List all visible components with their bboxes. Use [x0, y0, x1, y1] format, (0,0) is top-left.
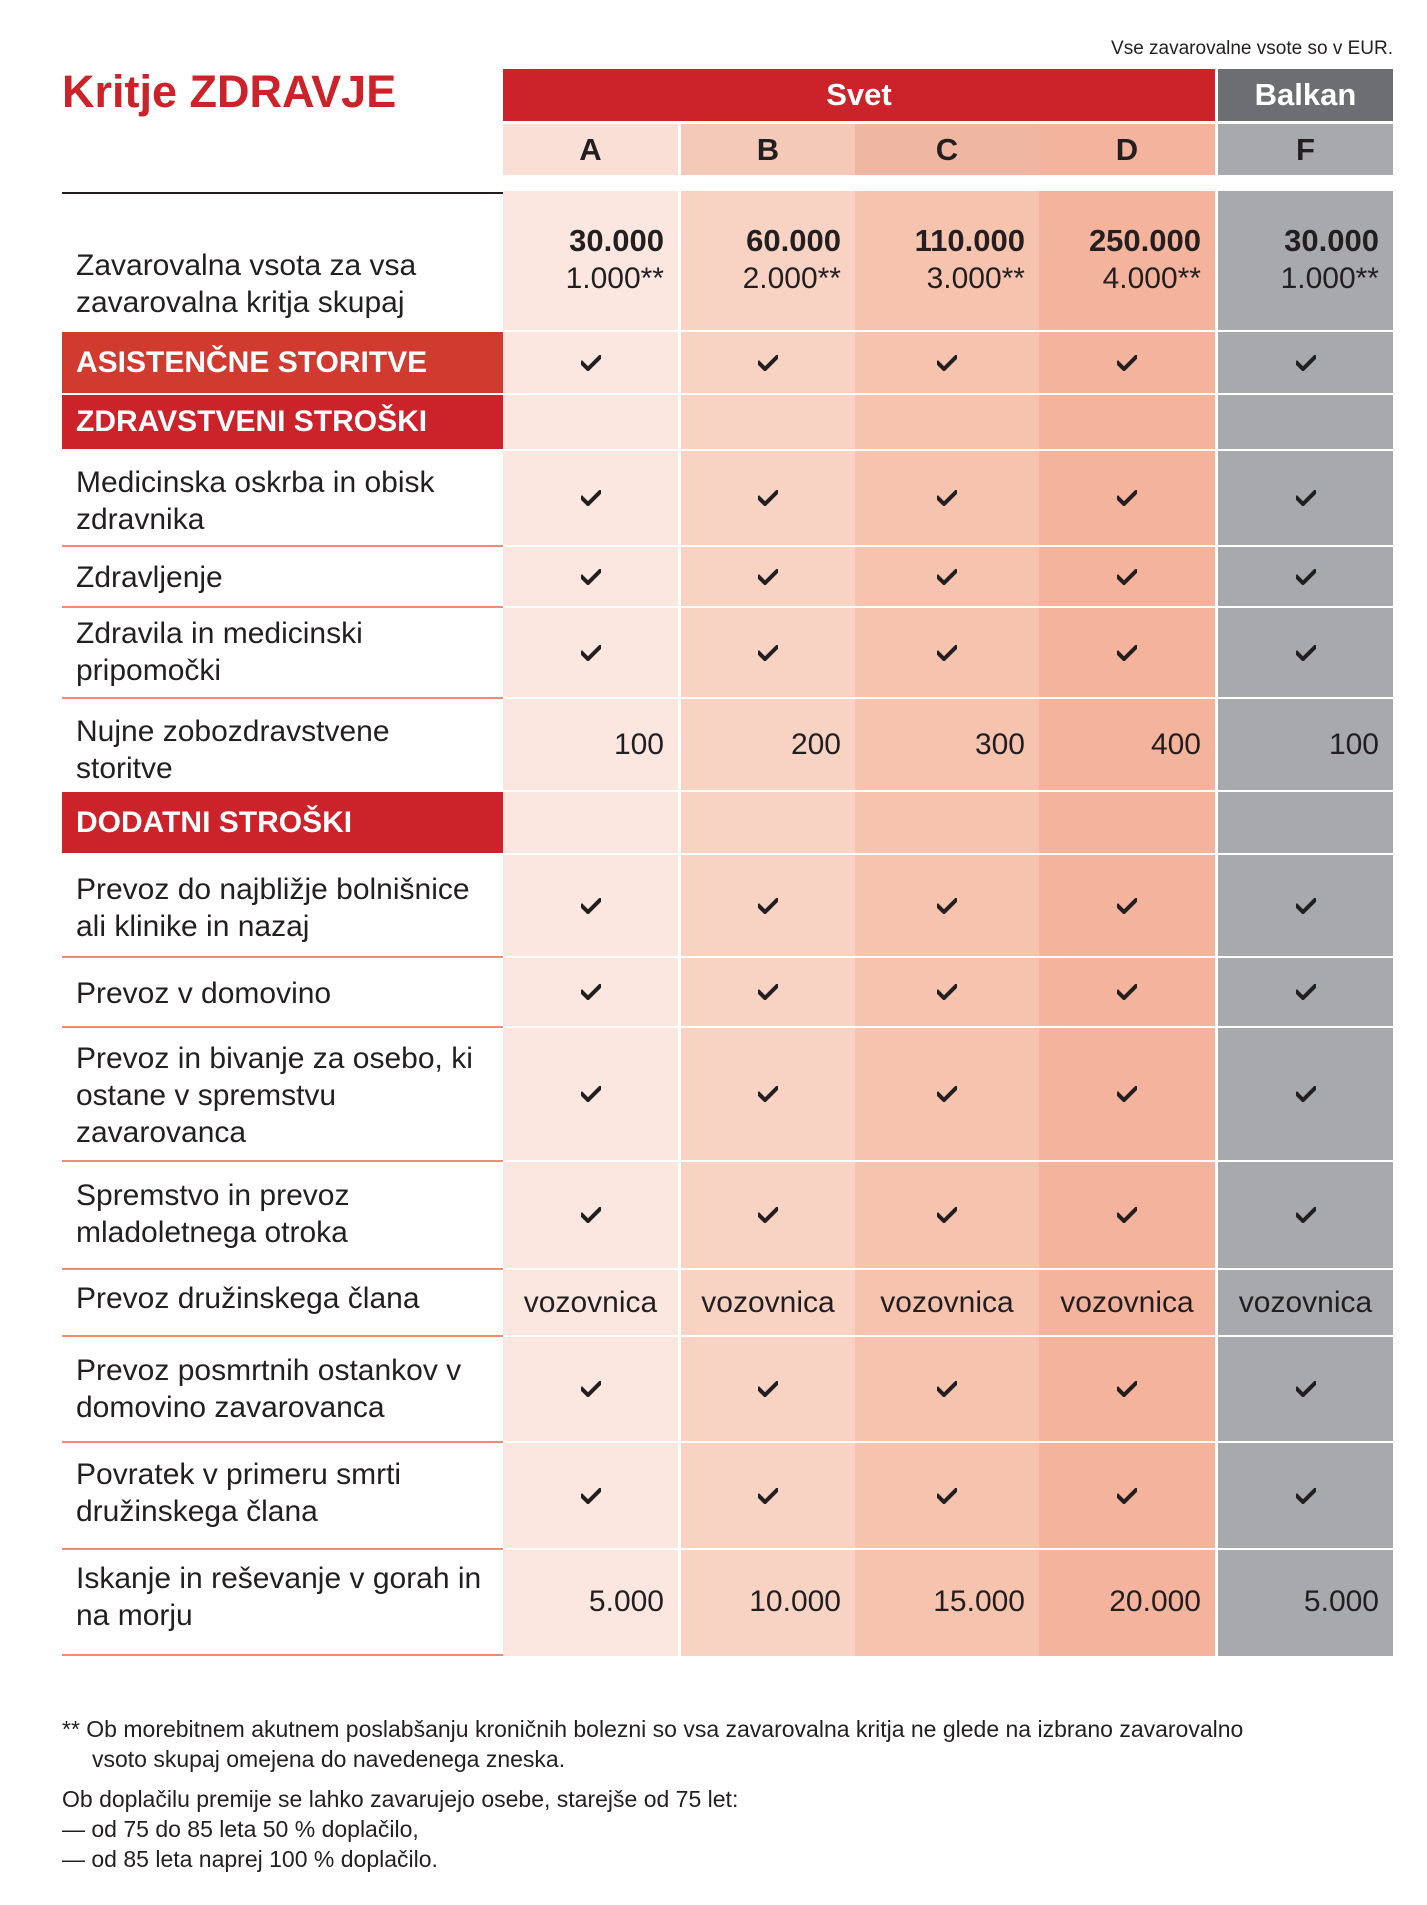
row-separator — [62, 956, 503, 958]
value-prevoz-druzinskega-a: vozovnica — [523, 1285, 658, 1319]
value-prevoz-druzinskega-d: vozovnica — [1060, 1285, 1194, 1319]
row-label-zdravila: Zdravila in medicinski pripomočki — [76, 617, 363, 687]
sum-sub-d: 4.000** — [1102, 262, 1201, 295]
checkmark-icon — [503, 1162, 678, 1268]
checkmark-icon — [1039, 451, 1215, 545]
header-rule — [62, 192, 503, 194]
row-separator — [62, 1654, 503, 1656]
row-separator — [62, 1026, 503, 1028]
checkmark-icon — [503, 855, 678, 956]
value-iskanje-a: 5.000 — [588, 1585, 664, 1618]
checkmark-icon — [503, 1028, 678, 1160]
checkmark-icon — [855, 1337, 1039, 1441]
sum-main-c: 110.000 — [914, 223, 1025, 258]
checkmark-icon — [681, 1162, 855, 1268]
footnote-75-85: — od 75 do 85 leta 50 % doplačilo, — [62, 1816, 419, 1842]
value-prevoz-druzinskega-c: vozovnica — [880, 1285, 1014, 1319]
footnote-premium: Ob doplačilu premije se lahko zavarujejo osebe, starejše od 75 let: — [62, 1786, 739, 1812]
checkmark-icon — [681, 608, 855, 697]
checkmark-icon — [681, 451, 855, 545]
checkmark-icon — [1218, 1443, 1393, 1548]
sum-cell-a — [503, 192, 678, 330]
row-separator — [62, 1268, 503, 1270]
checkmark-icon — [1039, 608, 1215, 697]
checkmark-icon — [1218, 451, 1393, 545]
row-divider — [503, 790, 1393, 792]
row-label-prevoz-bivanje: Prevoz in bivanje za osebo, ki ostane v spremstvu zavarovanca — [76, 1042, 473, 1149]
region-balkan-header: Balkan — [1218, 69, 1393, 121]
checkmark-icon — [1039, 958, 1215, 1026]
checkmark-icon — [855, 958, 1039, 1026]
checkmark-icon — [681, 958, 855, 1026]
checkmark-icon — [503, 1337, 678, 1441]
footnote-chronic: ** Ob morebitnem akutnem poslabšanju kroničnih bolezni so vsa zavarovalna kritja ne glede na izbrano zavarovalno — [62, 1716, 1244, 1742]
row-label-prevoz-domovino: Prevoz v domovino — [76, 977, 332, 1010]
row-separator — [62, 1335, 503, 1337]
sum-cell-c — [855, 192, 1039, 330]
column-header-d: D — [1039, 124, 1215, 175]
page-title: Kritje ZDRAVJE — [62, 66, 397, 117]
row-label-sum: Zavarovalna vsota za vsa zavarovalna kritja skupaj — [76, 249, 417, 319]
checkmark-icon — [855, 451, 1039, 545]
sum-main-a: 30.000 — [569, 223, 664, 258]
section-asistencne-storitve: ASISTENČNE STORITVE — [62, 332, 503, 393]
sum-main-d: 250.000 — [1088, 223, 1201, 258]
value-zobo-a: 100 — [613, 727, 664, 761]
sum-sub-c: 3.000** — [926, 262, 1025, 295]
row-label-zdravljenje: Zdravljenje — [76, 561, 223, 594]
header-gap — [503, 175, 1393, 191]
sum-sub-b: 2.000** — [742, 262, 841, 295]
currency-note: Vse zavarovalne vsote so v EUR. — [1111, 38, 1393, 59]
row-label-medicinska: Medicinska oskrba in obisk zdravnika — [76, 466, 435, 536]
column-header-c: C — [855, 124, 1039, 175]
checkmark-icon — [855, 332, 1039, 393]
section-zdravstveni-stroski: ZDRAVSTVENI STROŠKI — [62, 395, 503, 449]
checkmark-icon — [1218, 958, 1393, 1026]
checkmark-icon — [1218, 855, 1393, 956]
row-label-iskanje: Iskanje in reševanje v gorah in na morju — [76, 1562, 482, 1632]
section-dodatni-stroski: DODATNI STROŠKI — [62, 792, 503, 853]
checkmark-icon — [1039, 1337, 1215, 1441]
value-iskanje-d: 20.000 — [1109, 1585, 1201, 1618]
sum-cell-f — [1218, 192, 1393, 330]
row-separator — [62, 1548, 503, 1550]
checkmark-icon — [855, 855, 1039, 956]
column-header-f: F — [1218, 124, 1393, 175]
sum-cell-b — [681, 192, 855, 330]
checkmark-icon — [503, 332, 678, 393]
checkmark-icon — [681, 855, 855, 956]
checkmark-icon — [681, 1443, 855, 1548]
checkmark-icon — [855, 608, 1039, 697]
checkmark-icon — [681, 547, 855, 606]
checkmark-icon — [855, 1028, 1039, 1160]
checkmark-icon — [1039, 332, 1215, 393]
checkmark-icon — [681, 332, 855, 393]
checkmark-icon — [503, 958, 678, 1026]
checkmark-icon — [1039, 855, 1215, 956]
value-zobo-b: 200 — [790, 727, 841, 761]
row-separator — [62, 697, 503, 699]
value-zobo-d: 400 — [1150, 727, 1201, 761]
region-svet-header: Svet — [503, 69, 1215, 121]
row-separator — [62, 1441, 503, 1443]
checkmark-icon — [1218, 1337, 1393, 1441]
checkmark-icon — [503, 547, 678, 606]
checkmark-icon — [1218, 1162, 1393, 1268]
checkmark-icon — [1218, 1028, 1393, 1160]
checkmark-icon — [503, 1443, 678, 1548]
column-header-b: B — [681, 124, 855, 175]
row-label-prevoz-bolnisnica: Prevoz do najbližje bolnišnice ali klinike in nazaj — [76, 873, 470, 943]
checkmark-icon — [503, 608, 678, 697]
sum-sub-f: 1.000** — [1280, 262, 1379, 295]
sum-sub-a: 1.000** — [565, 262, 664, 295]
checkmark-icon — [1218, 547, 1393, 606]
footnote-85-plus: — od 85 leta naprej 100 % doplačilo. — [62, 1846, 438, 1872]
row-label-prevoz-druzinskega: Prevoz družinskega člana — [76, 1282, 420, 1315]
value-prevoz-druzinskega-f: vozovnica — [1238, 1285, 1373, 1319]
value-zobo-f: 100 — [1328, 727, 1379, 761]
value-iskanje-f: 5.000 — [1303, 1585, 1379, 1618]
footnote-chronic-cont: vsoto skupaj omejena do navedenega zneska. — [92, 1746, 566, 1772]
value-prevoz-druzinskega-b: vozovnica — [701, 1285, 835, 1319]
value-iskanje-c: 15.000 — [933, 1585, 1025, 1618]
checkmark-icon — [681, 1337, 855, 1441]
checkmark-icon — [1039, 1162, 1215, 1268]
checkmark-icon — [855, 1162, 1039, 1268]
sum-main-f: 30.000 — [1284, 223, 1379, 258]
checkmark-icon — [855, 1443, 1039, 1548]
row-label-zobo: Nujne zobozdravstvene storitve — [76, 715, 390, 785]
row-separator — [62, 606, 503, 608]
checkmark-icon — [855, 547, 1039, 606]
column-header-a: A — [503, 124, 678, 175]
checkmark-icon — [1039, 1028, 1215, 1160]
sum-cell-d — [1039, 192, 1215, 330]
checkmark-icon — [503, 451, 678, 545]
value-iskanje-b: 10.000 — [749, 1585, 841, 1618]
checkmark-icon — [1218, 332, 1393, 393]
row-separator — [62, 1160, 503, 1162]
value-zobo-c: 300 — [974, 727, 1025, 761]
row-divider — [503, 393, 1393, 395]
row-label-spremstvo-otroka: Spremstvo in prevoz mladoletnega otroka — [76, 1179, 350, 1249]
checkmark-icon — [1039, 1443, 1215, 1548]
checkmark-icon — [681, 1028, 855, 1160]
row-separator — [62, 545, 503, 547]
checkmark-icon — [1218, 608, 1393, 697]
row-label-povratek: Povratek v primeru smrti družinskega člana — [76, 1458, 402, 1528]
row-label-posmrtni: Prevoz posmrtnih ostankov v domovino zavarovanca — [76, 1354, 462, 1424]
sum-main-b: 60.000 — [746, 223, 841, 258]
checkmark-icon — [1039, 547, 1215, 606]
